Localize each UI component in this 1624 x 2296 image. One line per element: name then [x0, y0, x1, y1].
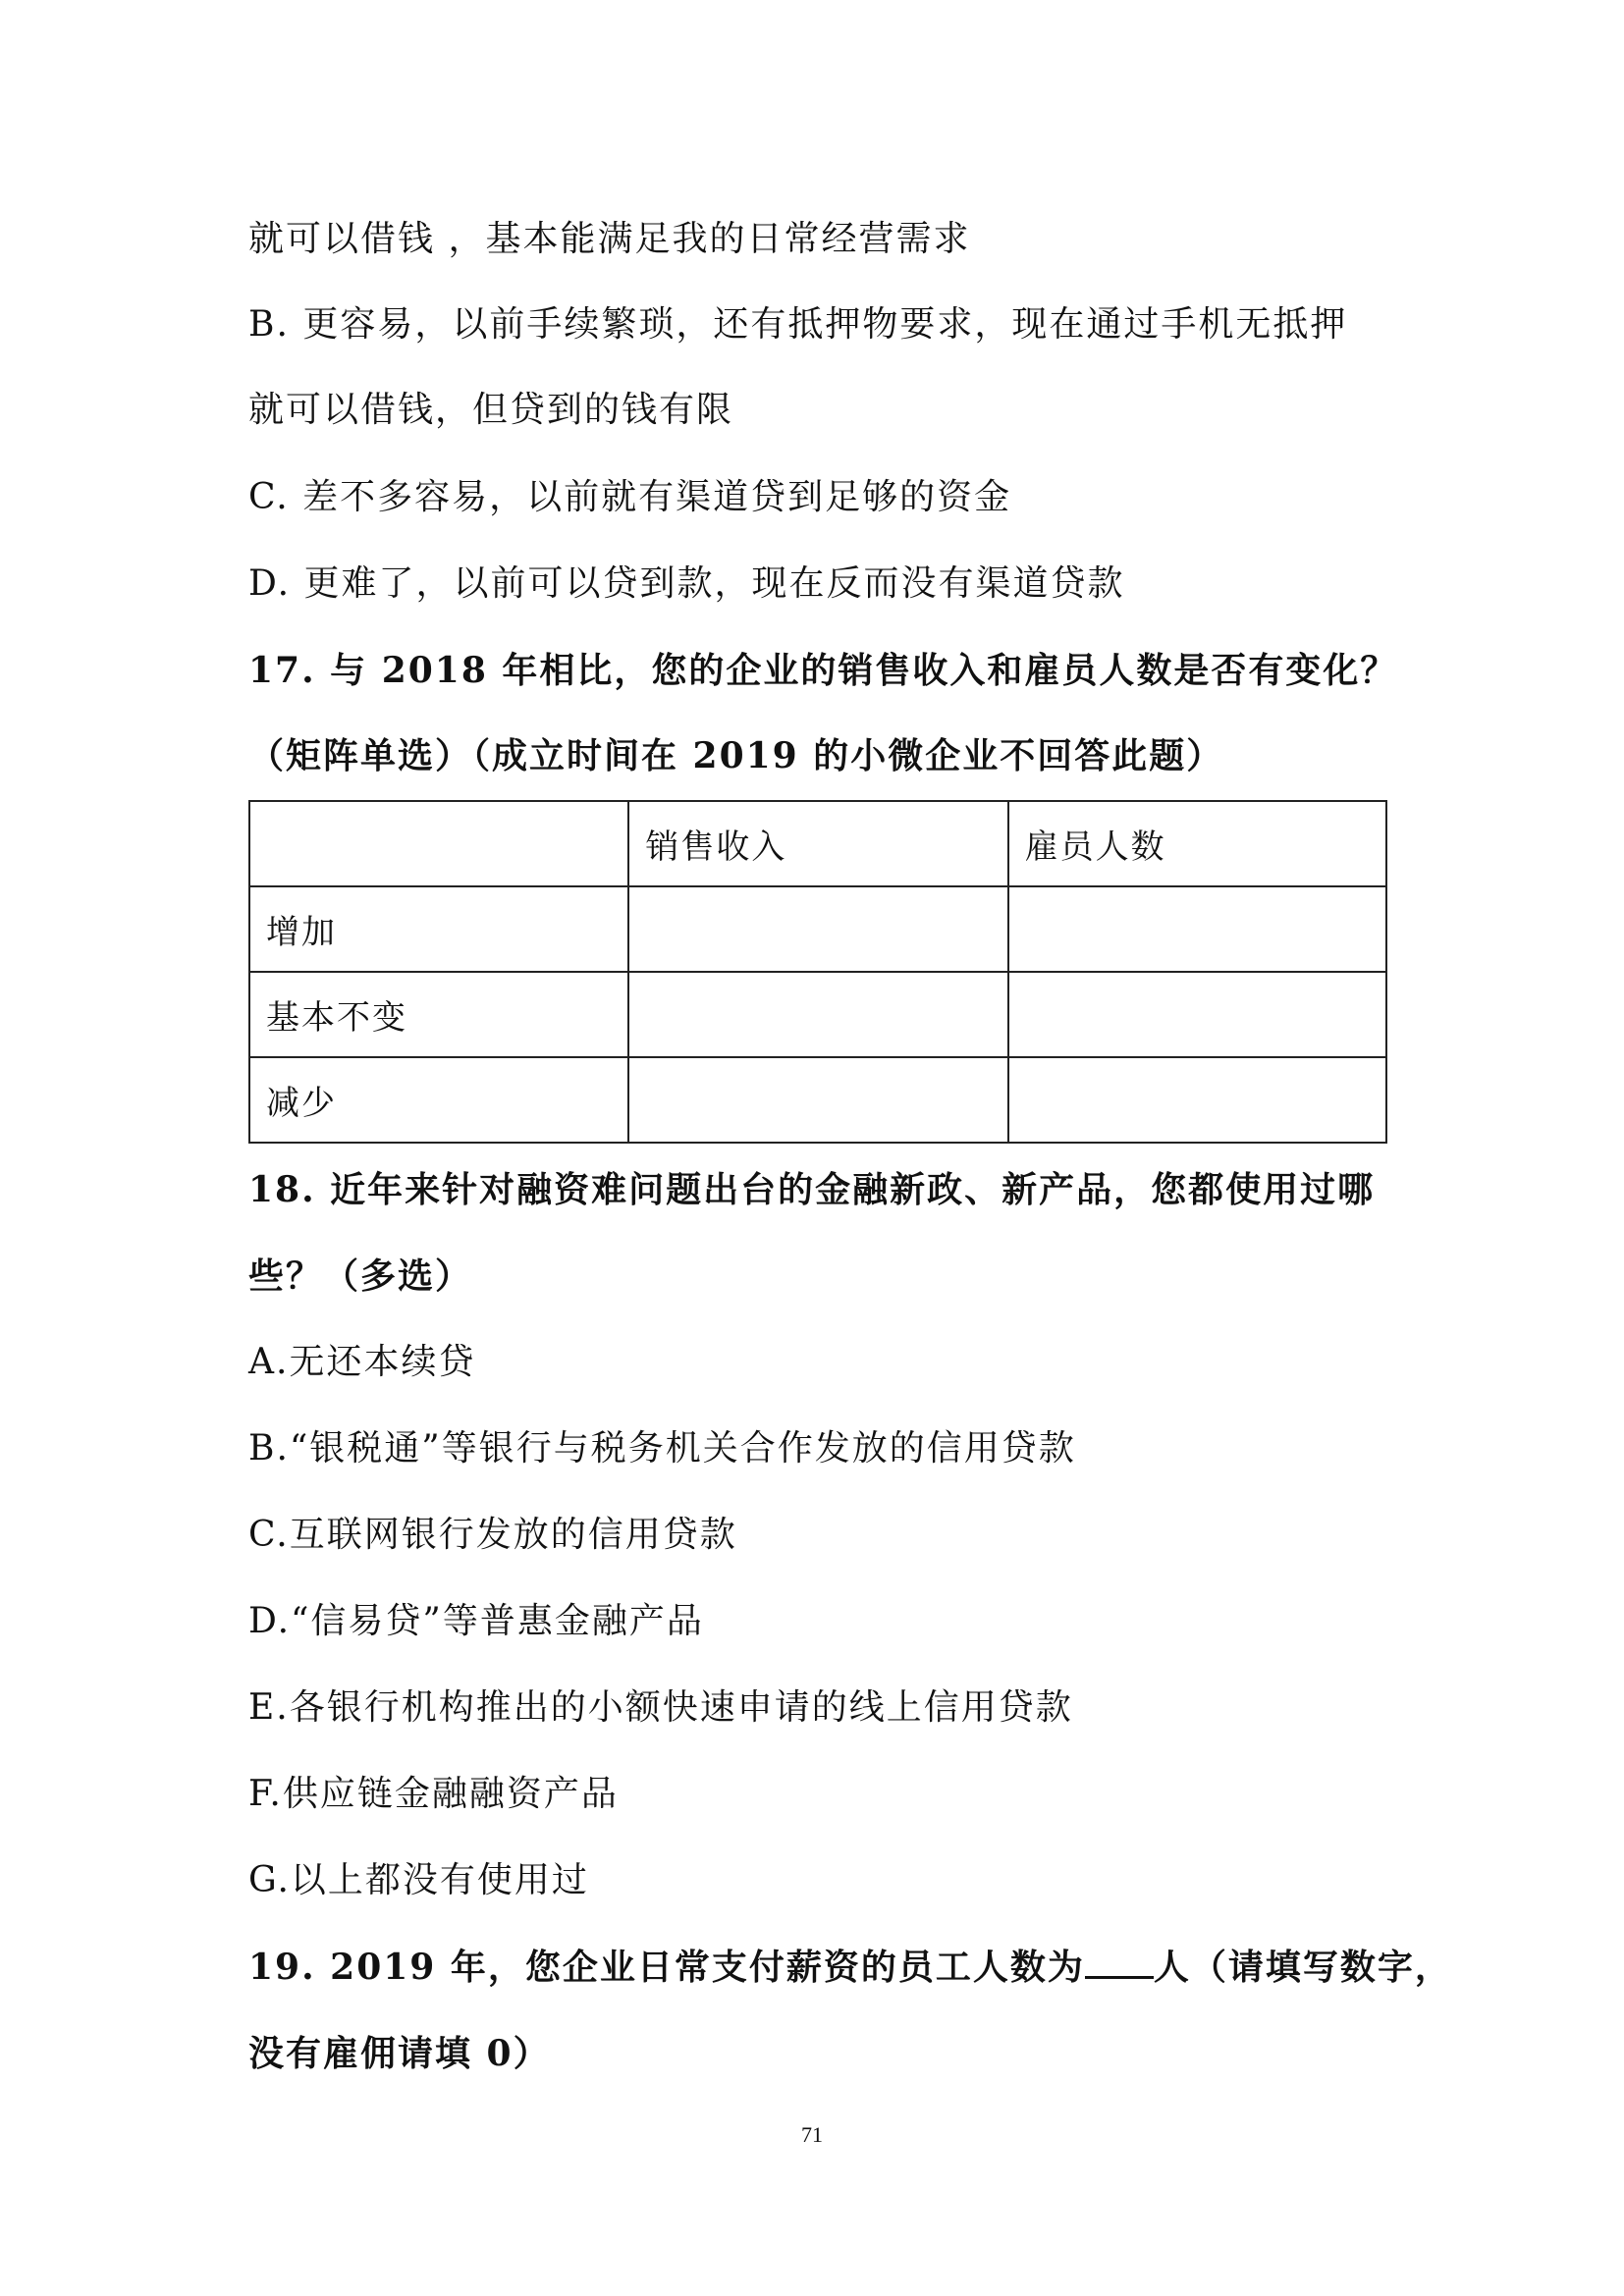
q18-option-g: G.以上都没有使用过: [248, 1860, 589, 1900]
q19-text-before: 19. 2019 年，您企业日常支付薪资的员工人数为: [248, 1947, 1085, 1988]
table-header-sales: 销售收入: [628, 801, 1007, 886]
row-label-decrease: 减少: [249, 1057, 628, 1143]
q18-option-a: A.无还本续贷: [248, 1342, 476, 1382]
question-18-line1: 18. 近年来针对融资难问题出台的金融新政、新产品，您都使用过哪: [248, 1169, 1376, 1210]
table-header-employees: 雇员人数: [1008, 801, 1386, 886]
option-d: D. 更难了，以前可以贷到款，现在反而没有渠道贷款: [248, 563, 1125, 604]
answer-blank[interactable]: [1085, 1947, 1154, 1979]
question-17-line2: （矩阵单选）（成立时间在 2019 的小微企业不回答此题）: [248, 735, 1224, 776]
row-label-unchanged: 基本不变: [249, 972, 628, 1057]
q18-option-e: E.各银行机构推出的小额快速申请的线上信用贷款: [248, 1687, 1073, 1728]
table-header-row: [249, 801, 1386, 886]
question-18-line2: 些？（多选）: [248, 1255, 473, 1297]
table-row: [249, 972, 1386, 1057]
table-cell[interactable]: [1008, 972, 1386, 1057]
table-cell[interactable]: [628, 886, 1007, 972]
table-cell[interactable]: [1008, 886, 1386, 972]
question-17-line1: 17. 与 2018 年相比，您的企业的销售收入和雇员人数是否有变化？: [248, 650, 1398, 691]
page-number: 71: [801, 2122, 823, 2147]
table-cell[interactable]: [1008, 1057, 1386, 1143]
table-cell[interactable]: [628, 972, 1007, 1057]
row-label-increase: 增加: [249, 886, 628, 972]
continuation-text: 就可以借钱 ，基本能满足我的日常经营需求: [248, 219, 971, 259]
table-corner-cell: [249, 801, 628, 886]
q18-option-c: C.互联网银行发放的信用贷款: [248, 1515, 737, 1555]
question-19-line1: [248, 1946, 1452, 1989]
option-b-line2: 就可以借钱，但贷到的钱有限: [248, 390, 734, 430]
table-row: [249, 1057, 1386, 1143]
table-row: [249, 886, 1386, 972]
q18-option-b: B.“银税通”等银行与税务机关合作发放的信用贷款: [248, 1428, 1076, 1468]
q19-text-after: 人（请填写数字，: [1153, 1947, 1452, 1988]
option-b-line1: B. 更容易，以前手续繁琐，还有抵押物要求，现在通过手机无抵押: [248, 304, 1348, 345]
option-c: C. 差不多容易，以前就有渠道贷到足够的资金: [248, 477, 1012, 517]
q18-option-d: D.“信易贷”等普惠金融产品: [248, 1601, 704, 1641]
question-19-line2: 没有雇佣请填 0）: [248, 2033, 551, 2074]
q18-option-f: F.供应链金融融资产品: [248, 1774, 619, 1814]
matrix-table: [248, 800, 1387, 1144]
table-cell[interactable]: [628, 1057, 1007, 1143]
